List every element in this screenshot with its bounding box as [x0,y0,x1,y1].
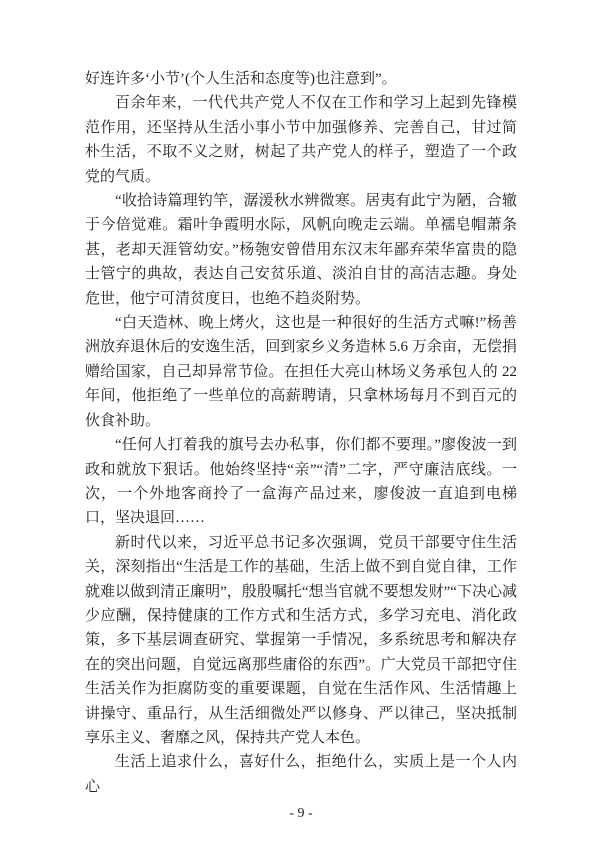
paragraph: 生活上追求什么，喜好什么，拒绝什么，实质上是一个人内心 [85,754,517,795]
paragraph: 百余年来，一代代共产党人不仅在工作和学习上起到先锋模范作用，还坚持从生活小事小节中加强修养、完善自己，甘过简朴生活，不取不义之财，树起了共产党人的样子，塑造了一个政党的气质。 [85,95,517,185]
paragraph: 新时代以来，习近平总书记多次强调，党员干部要守住生活关，深刻指出“生活是工作的基础，生活上做不到自觉自律，工作就难以做到清正廉明”，殷殷嘱托“想当官就不要想发财”“下决心减少应酬，保持健康的工作方式和生活方式，多学习充电、消化政策，多下基层调查研究、掌握第一手情况，多系统思考和解决存在的突出问题，自觉远离那些庸俗的东西”。广大党员干部把守住生活关作为拒腐防变的重要课题，自觉在生活作风、生活情趣上讲操守、重品行，从生活细微处严以修身、严以律己，坚决抵制享乐主义、奢靡之风，保持共产党人本色。 [85,534,517,746]
paragraph: “收拾诗篇理钓竿，潺湲秋水辨微寒。居夷有此宁为陋，合辙于今倍觉难。霜叶争霞明水际，风帆向晚走云端。单襦皂帽萧条甚，老却天涯管幼安。”杨匏安曾借用东汉末年鄙弃荣华富贵的隐士管宁的典故，表达自己安贫乐道、淡泊自甘的高洁志趣。身处危世，他宁可清贫度日，也绝不趋炎附势。 [85,193,517,307]
page-number: - 9 - [289,806,313,822]
paragraph: “白天造林、晚上烤火，这也是一种很好的生活方式嘛!”杨善洲放弃退休后的安逸生活，回到家乡义务造林 5.6 万余亩，无偿捐赠给国家，自己却异常节俭。在担任大亮山林场义务承包人的 22 年间，他拒绝了一些单位的高薪聘请，只拿林场每月不到百元的伙食补助。 [85,315,517,429]
paragraph: “任何人打着我的旗号去办私事，你们都不要理。”廖俊波一到政和就放下狠话。他始终坚持“亲”“清”二字，严守廉洁底线。一次，一个外地客商拎了一盒海产品过来，廖俊波一直追到电梯口，坚决退回…… [85,437,517,527]
paragraph-continuation: 好连许多‘小节’(个人生活和态度等)也注意到”。 [85,71,397,87]
document-body [85,67,517,799]
